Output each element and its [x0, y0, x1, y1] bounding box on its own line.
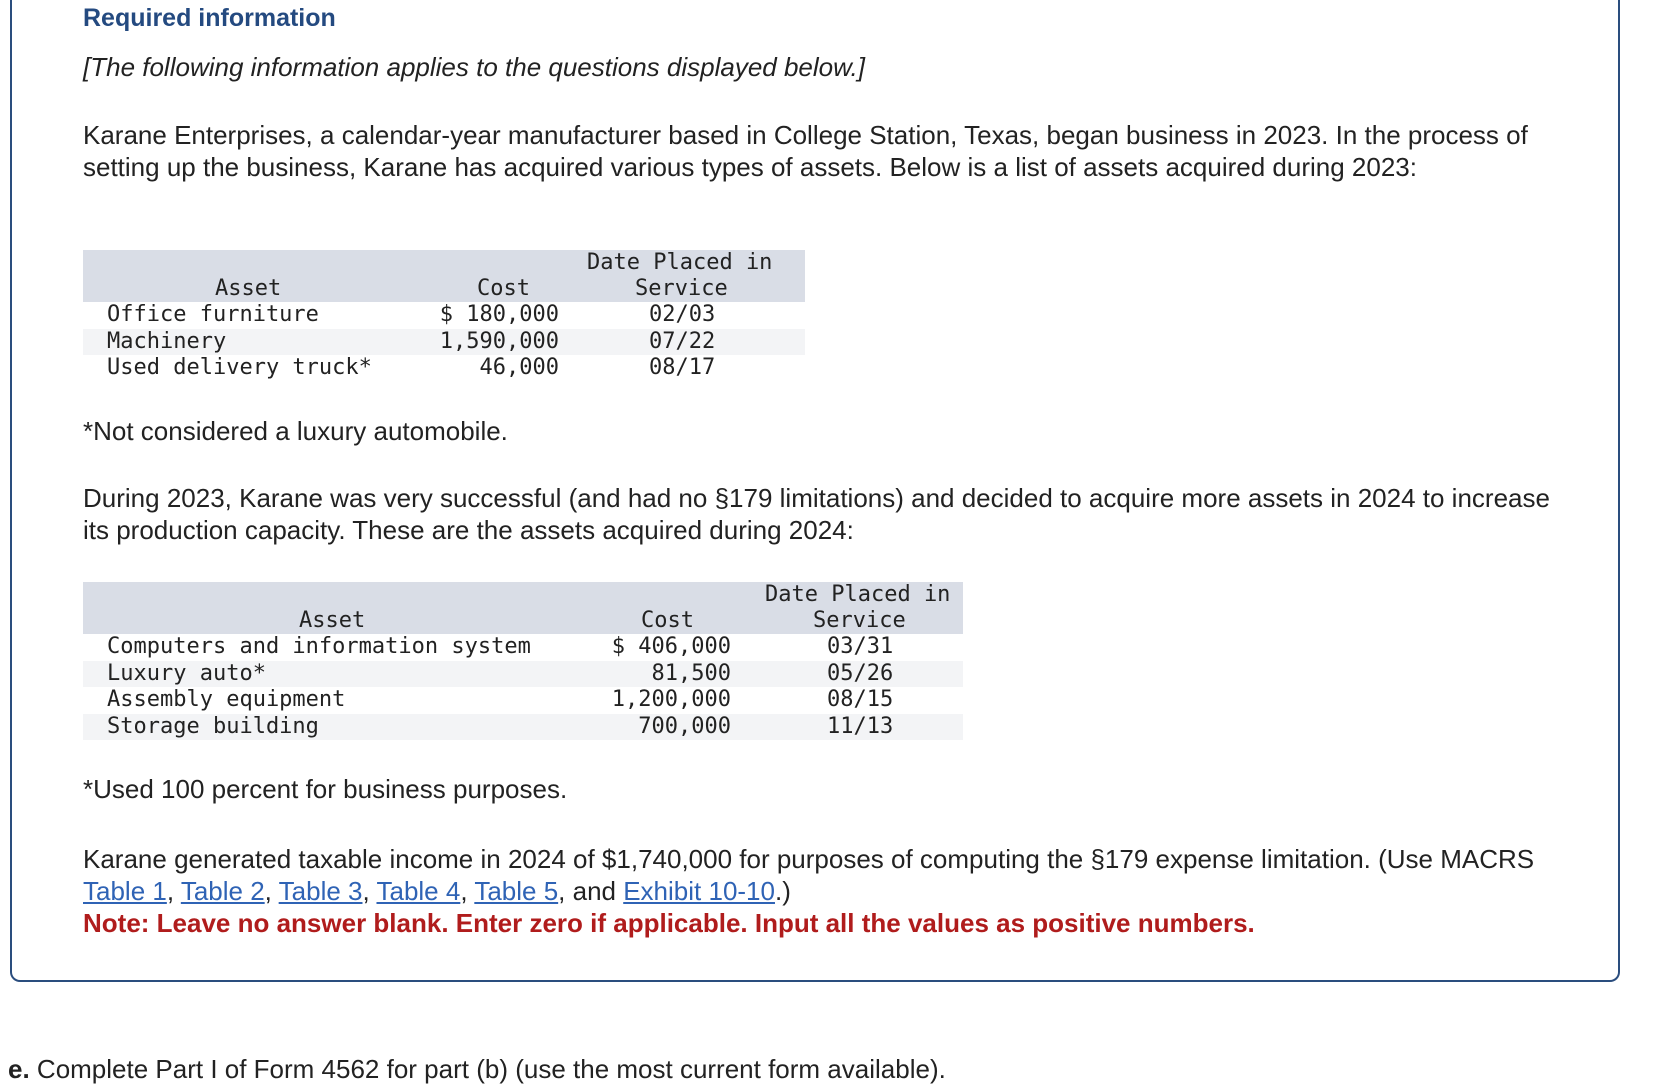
paragraph-2023-background: Karane Enterprises, a calendar-year manufacturer based in College Station, Texas, began business in 2023. In the process of setting up the business, Karane has acquired various types of assets. Below is a list of assets acquired during 2023:: [83, 120, 1528, 182]
paragraph-end: .): [774, 876, 791, 906]
question-e: [8, 1054, 946, 1085]
asset-date: 03/31: [827, 634, 894, 659]
header-date-line1: Date Placed in: [587, 250, 773, 275]
table-row: [83, 329, 805, 356]
asset-cost: 1,590,000: [439, 328, 559, 354]
asset-name: Machinery: [107, 328, 227, 354]
footnote-2024: *Used 100 percent for business purposes.: [83, 774, 568, 804]
asset-name: Office furniture: [107, 302, 319, 327]
link-exhibit-10-10[interactable]: Exhibit 10-10: [623, 876, 775, 906]
link-table-2[interactable]: Table 2: [180, 876, 265, 906]
header-asset: Asset: [215, 276, 282, 301]
table-row: [83, 687, 963, 714]
assets-2023-table: [83, 250, 805, 382]
link-table-4[interactable]: Table 4: [376, 876, 461, 906]
link-table-3[interactable]: Table 3: [278, 876, 363, 906]
asset-cost: 1,200,000: [611, 687, 731, 712]
separator: ,: [362, 876, 377, 906]
paragraph-taxable-income: [83, 843, 1553, 939]
table-row: [83, 355, 805, 382]
link-table-1[interactable]: Table 1: [83, 876, 167, 906]
asset-cost: $ 406,000: [611, 634, 731, 659]
asset-cost: 46,000: [479, 355, 559, 380]
asset-name: Used delivery truck*: [107, 355, 372, 380]
separator: ,: [166, 876, 181, 906]
separator-and: , and: [558, 876, 624, 906]
taxable-income-text: Karane generated taxable income in 2024 of $1,740,000 for purposes of computing the §179 expense limitation. (Use MACRS: [83, 844, 1535, 874]
table-header: [83, 250, 805, 302]
header-date-line1: Date Placed in: [765, 582, 951, 607]
link-table-5[interactable]: Table 5: [474, 876, 559, 906]
header-date-line2: Service: [813, 608, 906, 633]
question-letter: e.: [8, 1054, 30, 1084]
header-date-line2: Service: [635, 276, 728, 301]
asset-name: Assembly equipment: [107, 687, 346, 712]
asset-cost: 700,000: [638, 713, 731, 739]
asset-date: 05/26: [827, 660, 894, 686]
separator: ,: [460, 876, 475, 906]
asset-name: Computers and information system: [107, 634, 531, 659]
note-instructions: Note: Leave no answer blank. Enter zero if applicable. Input all the values as positive numbers.: [83, 908, 1255, 938]
asset-cost: 81,500: [651, 660, 731, 686]
paragraph-2024-background: During 2023, Karane was very successful (and had no §179 limitations) and decided to acquire more assets in 2024 to increase its production capacity. These are the assets acquired during 2024:: [83, 483, 1550, 545]
asset-date: 08/17: [649, 355, 716, 380]
question-text: Complete Part I of Form 4562 for part (b) (use the most current form available).: [29, 1054, 946, 1084]
asset-date: 02/03: [649, 302, 716, 327]
table-row: [83, 661, 963, 688]
required-information-title: Required information: [83, 4, 336, 32]
table-header: [83, 582, 963, 634]
asset-date: 11/13: [827, 713, 894, 739]
header-asset: Asset: [299, 608, 366, 633]
table-row: [83, 634, 963, 661]
header-cost: Cost: [641, 608, 694, 633]
separator: ,: [264, 876, 279, 906]
asset-name: Luxury auto*: [107, 660, 266, 686]
table-row: [83, 302, 805, 329]
asset-name: Storage building: [107, 713, 319, 739]
asset-date: 08/15: [827, 687, 894, 712]
footnote-2023: *Not considered a luxury automobile.: [83, 416, 508, 446]
asset-date: 07/22: [649, 328, 716, 354]
asset-cost: $ 180,000: [439, 302, 559, 327]
table-row: [83, 714, 963, 741]
assets-2024-table: [83, 582, 963, 740]
header-cost: Cost: [477, 276, 530, 301]
intro-note: [The following information applies to the questions displayed below.]: [83, 52, 865, 82]
